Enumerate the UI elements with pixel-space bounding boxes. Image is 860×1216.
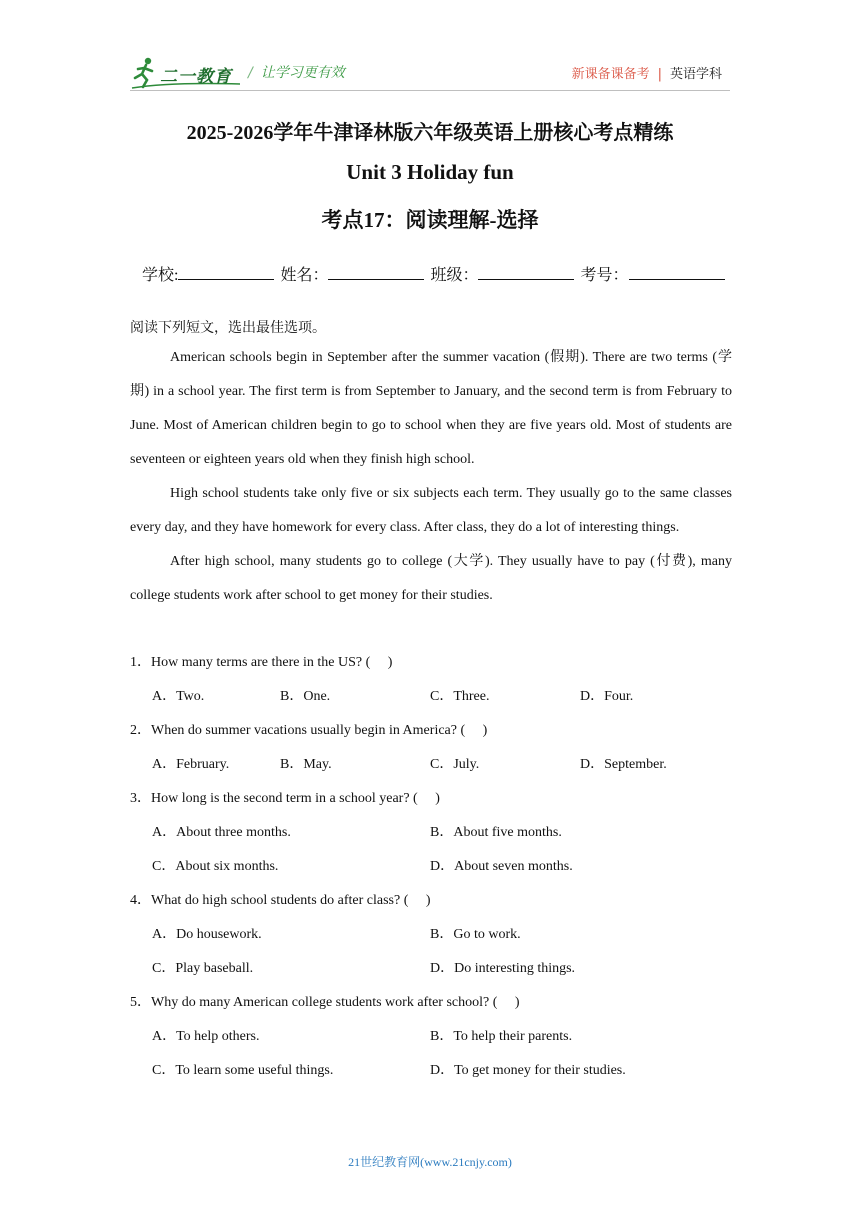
header-divider bbox=[130, 90, 730, 91]
reading-passage bbox=[130, 341, 732, 613]
slogan-text: 让学习更有效 bbox=[260, 65, 345, 81]
question-2-options bbox=[130, 748, 732, 782]
slogan: / 让学习更有效 bbox=[248, 65, 345, 81]
number-label: 考号： bbox=[580, 267, 629, 284]
question-3-options-row-1 bbox=[130, 816, 732, 850]
q5-option-d: D．To get money for their studies. bbox=[430, 1063, 626, 1078]
passage-paragraph-2: High school students take only five or six subjects each term. They usually go to the same classes every day, and they have homework for every class. After class, they do a lot of interesting things. bbox=[130, 486, 732, 535]
q2-option-d: D．September. bbox=[580, 757, 667, 772]
q5-option-b: B．To help their parents. bbox=[430, 1029, 573, 1044]
question-list bbox=[130, 646, 732, 1088]
question-3-options-row-2 bbox=[130, 850, 732, 884]
name-label: 姓名： bbox=[280, 267, 329, 284]
header-separator: | bbox=[657, 67, 662, 82]
q1-option-a: A．Two. bbox=[152, 689, 205, 704]
q3-option-c: C．About six months. bbox=[152, 859, 279, 874]
question-4-options-row-1 bbox=[130, 918, 732, 952]
q4-option-b: B．Go to work. bbox=[430, 927, 521, 942]
q2-option-c: C．July. bbox=[430, 757, 480, 772]
question-3-stem: 3．How long is the second term in a school year? ( ) bbox=[130, 791, 440, 806]
number-blank bbox=[629, 265, 725, 280]
question-5-options-row-1 bbox=[130, 1020, 732, 1054]
topic-title: 考点17：阅读理解-选择 bbox=[321, 208, 539, 232]
name-blank bbox=[328, 265, 424, 280]
q3-option-b: B．About five months. bbox=[430, 825, 562, 840]
question-4-stem: 4．What do high school students do after class? ( ) bbox=[130, 893, 431, 908]
q3-option-d: D．About seven months. bbox=[430, 859, 573, 874]
question-2-stem: 2．When do summer vacations usually begin in America? ( ) bbox=[130, 723, 488, 738]
logo-text: 二一教育 bbox=[160, 67, 232, 87]
page-header bbox=[130, 54, 730, 94]
logo bbox=[130, 54, 242, 92]
q5-option-c: C．To learn some useful things. bbox=[152, 1063, 334, 1078]
q1-option-c: C．Three. bbox=[430, 689, 490, 704]
question-4-options-row-2 bbox=[130, 952, 732, 986]
question-1-stem: 1．How many terms are there in the US? ( ) bbox=[130, 655, 393, 670]
passage-paragraph-1: American schools begin in September after the summer vacation (假期). There are two terms (学期) in a school year. The first term is from September to January, and the second term is from February to June. Most of American children begin to go to school when they are five years old. Most of students are seventeen or eighteen years old when they finish high school. bbox=[130, 350, 732, 467]
header-tags bbox=[572, 63, 722, 82]
school-label: 学校: bbox=[142, 267, 179, 284]
school-blank bbox=[178, 265, 274, 280]
q1-option-d: D．Four. bbox=[580, 689, 634, 704]
subject-tag: 英语学科 bbox=[669, 67, 722, 82]
course-tag: 新课备课备考 bbox=[571, 67, 650, 82]
question-5-options-row-2 bbox=[130, 1054, 732, 1088]
q4-option-a: A．Do housework. bbox=[152, 927, 262, 942]
unit-title: Unit 3 Holiday fun bbox=[346, 160, 514, 184]
question-5-stem: 5．Why do many American college students work after school? ( ) bbox=[130, 995, 520, 1010]
class-blank bbox=[478, 265, 574, 280]
instruction: 阅读下列短文，选出最佳选项。 bbox=[130, 321, 326, 336]
q4-option-c: C．Play baseball. bbox=[152, 961, 254, 976]
passage-paragraph-3: After high school, many students go to college (大学). They usually have to pay (付费), many college students work after school to get money for their studies. bbox=[130, 554, 732, 603]
q1-option-b: B．One. bbox=[280, 689, 331, 704]
doc-title: 2025-2026学年牛津译林版六年级英语上册核心考点精练 bbox=[186, 122, 674, 144]
footer-link[interactable]: 21世纪教育网(www.21cnjy.com) bbox=[348, 1155, 512, 1169]
class-label: 班级： bbox=[430, 267, 479, 284]
question-1-options bbox=[130, 680, 732, 714]
q5-option-a: A．To help others. bbox=[152, 1029, 260, 1044]
q2-option-a: A．February. bbox=[152, 757, 230, 772]
q3-option-a: A．About three months. bbox=[152, 825, 291, 840]
student-info-line bbox=[142, 262, 727, 285]
q2-option-b: B．May. bbox=[280, 757, 332, 772]
q4-option-d: D．Do interesting things. bbox=[430, 961, 576, 976]
